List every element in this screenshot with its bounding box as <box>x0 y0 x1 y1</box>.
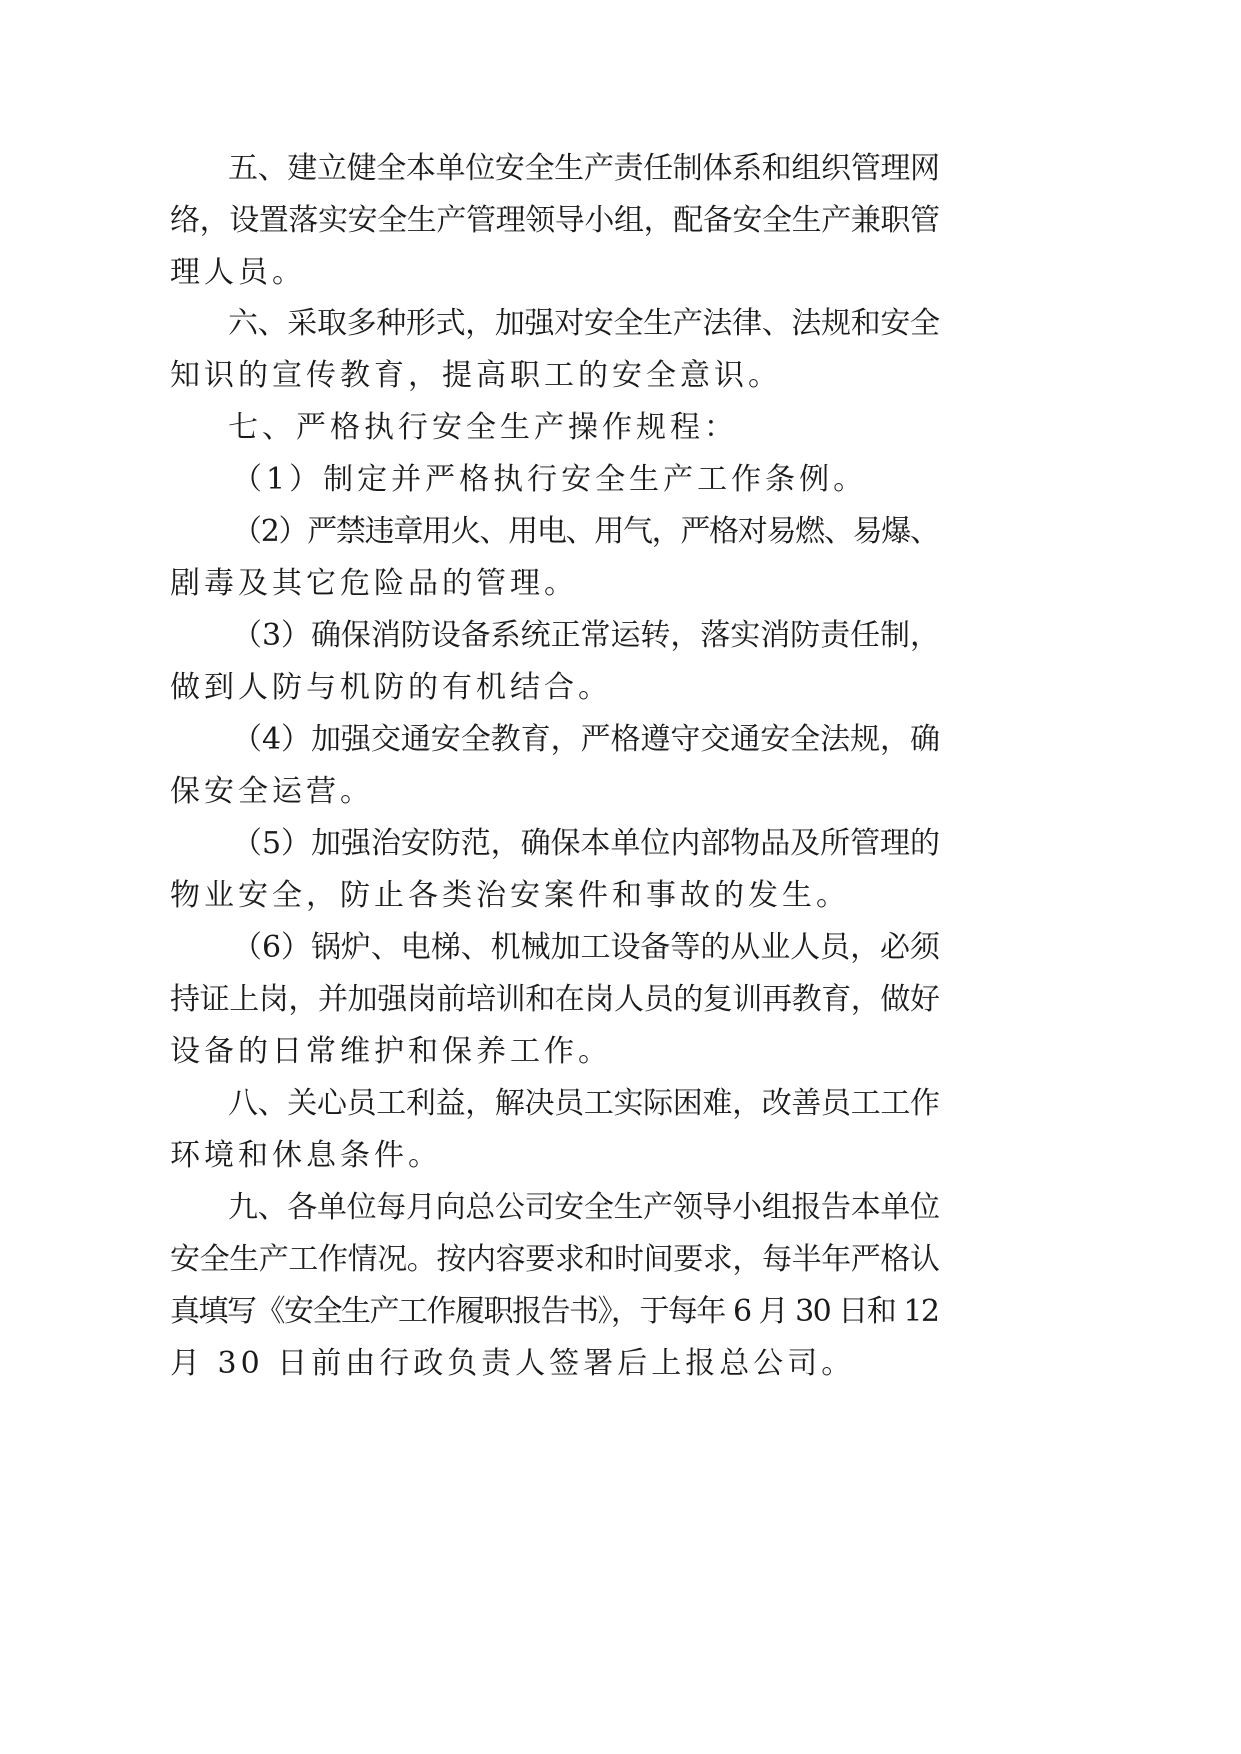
text-line-content: （6）锅炉、电梯、机械加工设备等的从业人员，必须 <box>232 930 940 965</box>
text-line <box>170 1028 612 1076</box>
text-line <box>170 664 612 712</box>
text-line-content: 月 30 日前由行政负责人签署后上报总公司。 <box>170 1346 856 1381</box>
text-line <box>170 352 782 400</box>
text-line <box>232 508 939 556</box>
text-line <box>170 1288 939 1336</box>
text-line-content: 安全生产工作情况。按内容要求和时间要求，每半年严格认 <box>170 1242 940 1277</box>
text-line <box>170 560 578 608</box>
text-line-content: 知识的宣传教育，提高职工的安全意识。 <box>170 358 782 393</box>
text-line <box>170 872 850 920</box>
text-line-content: （5）加强治安防范，确保本单位内部物品及所管理的 <box>232 826 940 861</box>
text-line <box>232 456 867 504</box>
text-line <box>170 1236 940 1284</box>
text-line <box>228 1184 940 1232</box>
text-line <box>170 1340 855 1388</box>
text-line-content: 七、严格执行安全生产操作规程： <box>228 410 738 445</box>
text-line-content: （3）确保消防设备系统正常运转，落实消防责任制， <box>232 618 940 653</box>
text-line <box>232 716 940 764</box>
text-line <box>232 924 940 972</box>
text-line-content: 真填写《安全生产工作履职报告书》，于每年 6 月 30 日和 12 <box>170 1294 939 1329</box>
text-line <box>228 1080 940 1128</box>
text-line <box>170 768 374 816</box>
text-line <box>228 145 940 193</box>
text-line <box>228 300 940 348</box>
text-line-content: 物业安全，防止各类治安案件和事故的发生。 <box>170 878 850 913</box>
text-line <box>170 976 940 1024</box>
text-line <box>228 404 738 452</box>
text-line-content: 做到人防与机防的有机结合。 <box>170 670 612 705</box>
text-line-content: 保安全运营。 <box>170 774 374 809</box>
text-line-content: 设备的日常维护和保养工作。 <box>170 1034 612 1069</box>
text-line-content: 九、各单位每月向总公司安全生产领导小组报告本单位 <box>228 1190 940 1225</box>
text-line-content: （4）加强交通安全教育，严格遵守交通安全法规，确 <box>232 722 940 757</box>
text-line-content: 剧毒及其它危险品的管理。 <box>170 566 578 601</box>
text-line-content: （1）制定并严格执行安全生产工作条例。 <box>232 462 868 497</box>
text-line <box>170 249 306 297</box>
text-line <box>170 197 940 245</box>
text-line <box>232 820 940 868</box>
text-line <box>170 1132 442 1180</box>
text-line-content: 八、关心员工利益，解决员工实际困难，改善员工工作 <box>228 1086 940 1121</box>
text-line-content: （2）严禁违章用火、用电、用气，严格对易燃、易爆、 <box>232 514 939 549</box>
text-line-content: 六、采取多种形式，加强对安全生产法律、法规和安全 <box>228 306 940 341</box>
text-line-content: 持证上岗，并加强岗前培训和在岗人员的复训再教育，做好 <box>170 982 940 1017</box>
text-line-content: 络，设置落实安全生产管理领导小组，配备安全生产兼职管 <box>170 203 940 238</box>
text-line-content: 理人员。 <box>170 255 306 290</box>
text-line <box>232 612 940 660</box>
text-line-content: 五、建立健全本单位安全生产责任制体系和组织管理网 <box>228 151 940 186</box>
text-line-content: 环境和休息条件。 <box>170 1138 442 1173</box>
